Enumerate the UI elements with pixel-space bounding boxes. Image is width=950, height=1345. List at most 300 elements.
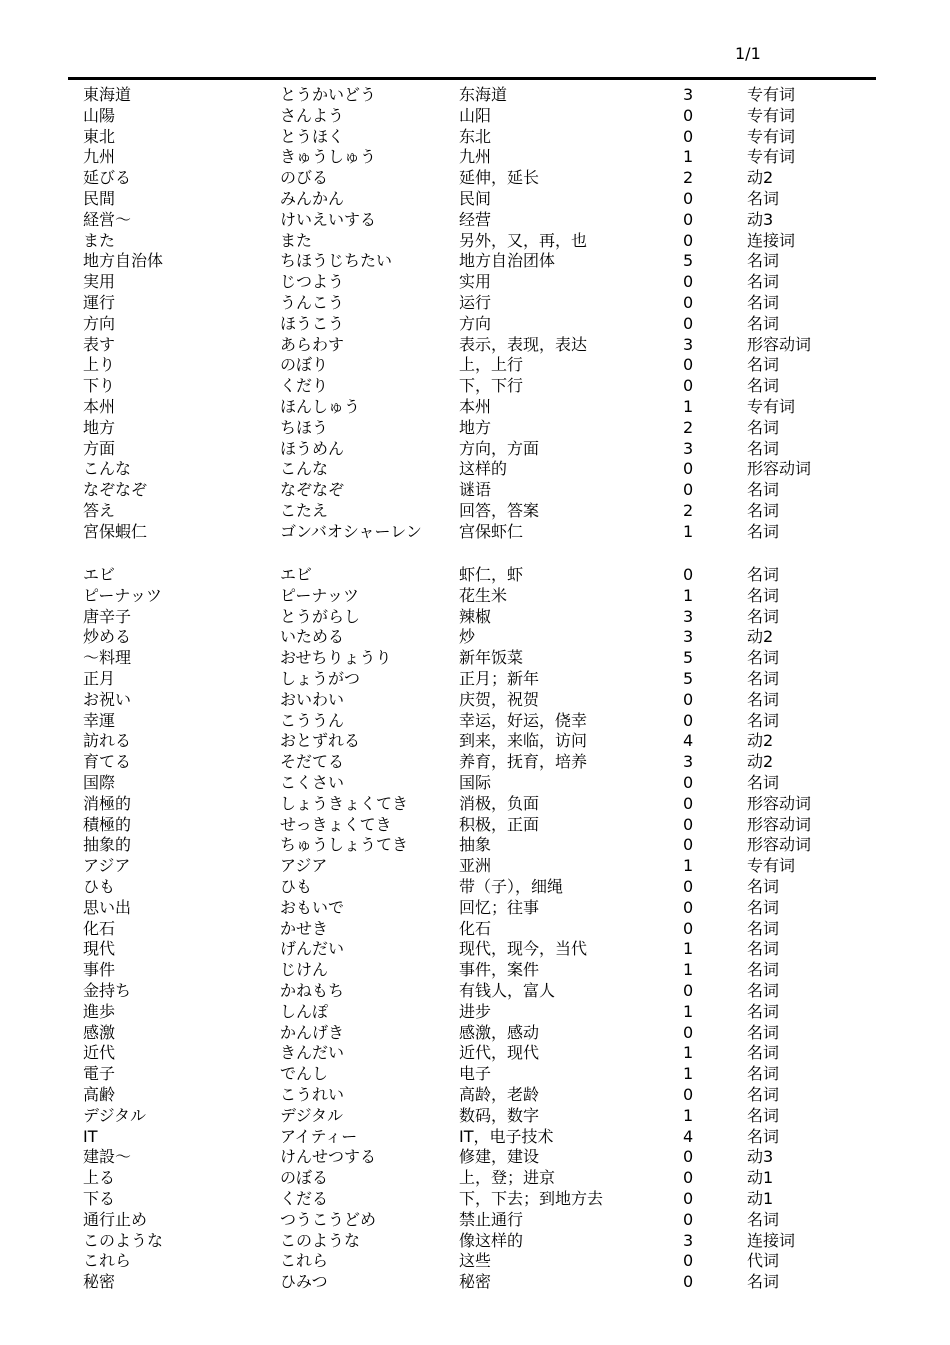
vocab-row [0, 730, 950, 751]
word-cell: 地方自治体 [83, 251, 164, 271]
part-of-speech-cell: 动2 [747, 168, 774, 188]
part-of-speech-cell: 名词 [747, 648, 780, 668]
meaning-cell: 新年饭菜 [459, 648, 524, 668]
accent-cell: 1 [683, 147, 694, 167]
reading-cell: じけん [280, 960, 329, 980]
part-of-speech-cell: 名词 [747, 1064, 780, 1084]
reading-cell: ちほうじちたい [280, 251, 393, 271]
meaning-cell: 回答，答案 [459, 501, 540, 520]
word-cell: ピーナッツ [83, 585, 163, 605]
meaning-cell: 亚洲 [459, 856, 492, 876]
word-cell: IT [83, 1126, 98, 1146]
vocab-row [0, 606, 950, 627]
word-cell: 感激 [83, 1022, 116, 1042]
part-of-speech-cell: 名词 [747, 669, 780, 688]
accent-cell: 0 [683, 1022, 694, 1042]
reading-cell: げんだい [280, 939, 345, 959]
part-of-speech-cell: 名词 [747, 1105, 780, 1125]
meaning-cell: 另外，又，再，也 [459, 230, 588, 250]
vocab-row [0, 772, 950, 793]
reading-cell: でんし [280, 1064, 329, 1084]
vocab-row [0, 1022, 950, 1043]
meaning-cell: 表示，表现，表达 [459, 334, 588, 354]
accent-cell: 1 [683, 960, 694, 980]
reading-cell: アイティー [280, 1126, 358, 1146]
reading-cell: こくさい [280, 773, 345, 792]
vocab-row [0, 1250, 950, 1271]
reading-cell: とうかいどう [280, 85, 377, 104]
reading-cell: しんぽ [280, 1001, 329, 1021]
reading-cell: きゅうしゅう [280, 147, 377, 167]
meaning-cell: 事件，案件 [459, 960, 540, 980]
vocab-row [0, 230, 950, 251]
reading-cell: ちゅうしょうてき [280, 835, 409, 855]
meaning-cell: 谜语 [459, 480, 492, 500]
accent-cell: 0 [683, 189, 694, 208]
accent-cell: 0 [683, 835, 694, 855]
part-of-speech-cell: 名词 [747, 417, 780, 437]
part-of-speech-cell: 形容动词 [747, 793, 812, 813]
meaning-cell: 运行 [459, 293, 492, 312]
reading-cell: しょうがつ [280, 669, 361, 688]
part-of-speech-cell: 专有词 [747, 105, 796, 125]
vocab-row [0, 105, 950, 126]
vocab-row [0, 855, 950, 876]
meaning-cell: 地方自治团体 [459, 251, 556, 271]
word-cell: 方面 [83, 438, 116, 458]
meaning-cell: 东北 [459, 126, 492, 146]
reading-cell: こんな [280, 459, 329, 479]
part-of-speech-cell: 动2 [747, 752, 774, 772]
part-of-speech-cell: 名词 [747, 189, 780, 208]
accent-cell: 2 [683, 501, 694, 520]
accent-cell: 5 [683, 251, 694, 271]
part-of-speech-cell: 名词 [747, 981, 780, 1000]
accent-cell: 0 [683, 918, 694, 938]
reading-cell: ピーナッツ [280, 585, 360, 605]
part-of-speech-cell: 动1 [747, 1189, 774, 1208]
reading-cell: エビ [280, 565, 313, 584]
meaning-cell: 有钱人，富人 [459, 981, 556, 1000]
word-cell: 通行止め [83, 1209, 148, 1229]
part-of-speech-cell: 名词 [747, 585, 780, 605]
part-of-speech-cell: 专有词 [747, 85, 796, 104]
meaning-cell: 九州 [459, 147, 492, 167]
reading-cell: ほうこう [280, 313, 345, 333]
accent-cell: 0 [683, 897, 694, 917]
accent-cell: 1 [683, 1043, 694, 1063]
reading-cell: おせちりょうり [280, 648, 392, 668]
vocab-row [0, 710, 950, 731]
meaning-cell: 带（子），细绳 [459, 877, 564, 896]
vocab-row [0, 396, 950, 417]
accent-cell: 3 [683, 1230, 694, 1250]
part-of-speech-cell: 名词 [747, 877, 780, 896]
vocab-row [0, 167, 950, 188]
part-of-speech-cell: 专有词 [747, 126, 796, 146]
part-of-speech-cell: 名词 [747, 1209, 780, 1229]
meaning-cell: 数码，数字 [459, 1105, 540, 1125]
part-of-speech-cell: 名词 [747, 313, 780, 333]
meaning-cell: 这样的 [459, 459, 508, 479]
meaning-cell: 积极，正面 [459, 814, 540, 834]
word-cell: ひも [83, 877, 116, 896]
vocab-row [0, 959, 950, 980]
word-cell: 上る [83, 1168, 116, 1188]
reading-cell: くだり [280, 376, 329, 396]
accent-cell: 2 [683, 417, 694, 437]
accent-cell: 0 [683, 1272, 694, 1292]
word-cell: お祝い [83, 689, 132, 709]
vocab-row [0, 647, 950, 668]
word-cell: 山陽 [83, 105, 116, 125]
accent-cell: 0 [683, 1147, 694, 1167]
reading-cell: こうれい [280, 1085, 345, 1104]
accent-cell: 0 [683, 1168, 694, 1188]
part-of-speech-cell: 名词 [747, 272, 780, 292]
part-of-speech-cell: 名词 [747, 293, 780, 312]
part-of-speech-cell: 名词 [747, 355, 780, 375]
accent-cell: 0 [683, 230, 694, 250]
word-cell: 下る [83, 1189, 116, 1208]
word-cell: エビ [83, 565, 116, 584]
vocab-row [0, 1063, 950, 1084]
accent-cell: 1 [683, 1105, 694, 1125]
vocab-row [0, 188, 950, 209]
reading-cell: けいえいする [280, 209, 377, 229]
vocab-row [0, 564, 950, 585]
word-cell: これら [83, 1251, 132, 1271]
accent-cell: 0 [683, 773, 694, 792]
word-cell: 進歩 [83, 1001, 116, 1021]
vocab-row [0, 668, 950, 689]
meaning-cell: 上，登；进京 [459, 1168, 556, 1188]
part-of-speech-cell: 动3 [747, 209, 774, 229]
meaning-cell: IT，电子技术 [459, 1126, 554, 1146]
vocab-row [0, 938, 950, 959]
word-cell: 正月 [83, 669, 116, 688]
vocab-row [0, 980, 950, 1001]
meaning-cell: 到来，来临，访问 [459, 731, 588, 751]
reading-cell: しょうきょくてき [280, 793, 409, 813]
word-cell: 化石 [83, 918, 116, 938]
part-of-speech-cell: 名词 [747, 960, 780, 980]
meaning-cell: 现代，现今，当代 [459, 939, 588, 959]
word-cell: 地方 [83, 417, 116, 437]
vocab-row [0, 500, 950, 521]
meaning-cell: 修建，建设 [459, 1147, 540, 1167]
reading-cell: じつよう [280, 272, 345, 292]
part-of-speech-cell: 名词 [747, 1022, 780, 1042]
meaning-cell: 养育，抚育，培养 [459, 752, 588, 772]
word-cell: なぞなぞ [83, 480, 148, 500]
accent-cell: 0 [683, 689, 694, 709]
vocab-row [0, 1126, 950, 1147]
vocab-row [0, 250, 950, 271]
vocab-row [0, 918, 950, 939]
word-cell: 近代 [83, 1043, 116, 1063]
reading-cell: こううん [280, 710, 345, 730]
word-cell: 抽象的 [83, 835, 132, 855]
vocab-row [0, 876, 950, 897]
meaning-cell: 正月；新年 [459, 669, 540, 688]
meaning-cell: 庆贺，祝贺 [459, 689, 540, 709]
reading-cell: とうがらし [280, 606, 361, 626]
vocab-row [0, 479, 950, 500]
part-of-speech-cell: 名词 [747, 1043, 780, 1063]
reading-cell: つうこうどめ [280, 1209, 377, 1229]
word-cell: 現代 [83, 939, 116, 959]
word-cell: 上り [83, 355, 116, 375]
part-of-speech-cell: 形容动词 [747, 814, 812, 834]
part-of-speech-cell: 名词 [747, 1272, 780, 1292]
word-cell: 下り [83, 376, 116, 396]
word-cell: 方向 [83, 313, 116, 333]
word-cell: 建設～ [83, 1147, 132, 1167]
word-cell: 宮保蝦仁 [83, 521, 148, 541]
reading-cell: ゴンバオシャーレン [280, 521, 422, 541]
accent-cell: 4 [683, 1126, 694, 1146]
word-cell: このような [83, 1230, 164, 1250]
meaning-cell: 消极，负面 [459, 793, 540, 813]
part-of-speech-cell: 名词 [747, 565, 780, 584]
part-of-speech-cell: 动3 [747, 1147, 774, 1167]
reading-cell: とうほく [280, 126, 345, 146]
reading-cell: みんかん [280, 189, 345, 208]
vocab-row [0, 1146, 950, 1167]
part-of-speech-cell: 动1 [747, 1168, 774, 1188]
meaning-cell: 高龄，老龄 [459, 1085, 540, 1104]
word-cell: 秘密 [83, 1272, 116, 1292]
meaning-cell: 经营 [459, 209, 492, 229]
accent-cell: 4 [683, 731, 694, 751]
vocab-row [0, 126, 950, 147]
meaning-cell: 幸运，好运，侥幸 [459, 710, 588, 730]
word-cell: 消極的 [83, 793, 132, 813]
vocab-row [0, 1042, 950, 1063]
reading-cell: いためる [280, 627, 345, 647]
part-of-speech-cell: 名词 [747, 939, 780, 959]
accent-cell: 0 [683, 293, 694, 312]
vocab-row [0, 1001, 950, 1022]
accent-cell: 0 [683, 1251, 694, 1271]
meaning-cell: 化石 [459, 918, 492, 938]
reading-cell: おいわい [280, 689, 345, 709]
part-of-speech-cell: 形容动词 [747, 459, 812, 479]
word-cell: また [83, 230, 116, 250]
part-of-speech-cell: 名词 [747, 438, 780, 458]
vocab-row [0, 146, 950, 167]
vocab-row [0, 814, 950, 835]
accent-cell: 5 [683, 669, 694, 688]
reading-cell: なぞなぞ [280, 480, 345, 500]
word-cell: 炒める [83, 627, 132, 647]
vocab-row [0, 897, 950, 918]
vocab-row [0, 84, 950, 105]
page-number: 1/1 [735, 44, 761, 63]
meaning-cell: 炒 [459, 627, 476, 647]
part-of-speech-cell: 专有词 [747, 147, 796, 167]
meaning-cell: 下，下行 [459, 376, 524, 396]
reading-cell: これら [280, 1251, 329, 1271]
word-cell: 積極的 [83, 814, 132, 834]
reading-cell: あらわす [280, 334, 345, 354]
vocab-row [0, 417, 950, 438]
word-cell: こんな [83, 459, 132, 479]
vocab-row [0, 334, 950, 355]
accent-cell: 3 [683, 334, 694, 354]
word-cell: 東北 [83, 126, 116, 146]
reading-cell: アジア [280, 856, 328, 876]
meaning-cell: 电子 [459, 1064, 492, 1084]
vocab-row [0, 626, 950, 647]
meaning-cell: 东海道 [459, 85, 508, 104]
meaning-cell: 下，下去；到地方去 [459, 1189, 604, 1208]
vocab-row [0, 585, 950, 606]
reading-cell: のびる [280, 168, 329, 188]
word-cell: 金持ち [83, 981, 132, 1000]
vocab-row [0, 751, 950, 772]
reading-cell: おとずれる [280, 731, 361, 751]
word-cell: 東海道 [83, 85, 132, 104]
accent-cell: 3 [683, 438, 694, 458]
word-cell: 訪れる [83, 731, 132, 751]
accent-cell: 0 [683, 313, 694, 333]
word-cell: 本州 [83, 397, 116, 416]
meaning-cell: 宫保虾仁 [459, 521, 524, 541]
meaning-cell: 感激，感动 [459, 1022, 540, 1042]
accent-cell: 1 [683, 585, 694, 605]
accent-cell: 0 [683, 877, 694, 896]
meaning-cell: 花生米 [459, 585, 508, 605]
reading-cell: また [280, 230, 313, 250]
accent-cell: 1 [683, 397, 694, 416]
accent-cell: 0 [683, 126, 694, 146]
meaning-cell: 方向 [459, 313, 492, 333]
part-of-speech-cell: 名词 [747, 251, 780, 271]
meaning-cell: 辣椒 [459, 606, 492, 626]
accent-cell: 0 [683, 480, 694, 500]
part-of-speech-cell: 动2 [747, 627, 774, 647]
meaning-cell: 抽象 [459, 835, 492, 855]
reading-cell: のぼる [280, 1168, 329, 1188]
part-of-speech-cell: 名词 [747, 521, 780, 541]
part-of-speech-cell: 连接词 [747, 230, 796, 250]
vocab-row [0, 1167, 950, 1188]
accent-cell: 3 [683, 627, 694, 647]
part-of-speech-cell: 形容动词 [747, 334, 812, 354]
meaning-cell: 山阳 [459, 105, 492, 125]
word-cell: 国際 [83, 773, 116, 792]
word-cell: ～料理 [83, 648, 132, 668]
accent-cell: 0 [683, 459, 694, 479]
word-cell: 育てる [83, 752, 132, 772]
reading-cell: せっきょくてき [280, 814, 392, 834]
meaning-cell: 上，上行 [459, 355, 524, 375]
word-cell: 民間 [83, 189, 116, 208]
meaning-cell: 禁止通行 [459, 1209, 524, 1229]
accent-cell: 0 [683, 1189, 694, 1208]
word-cell: デジタル [83, 1105, 147, 1125]
part-of-speech-cell: 名词 [747, 376, 780, 396]
vocab-row [0, 834, 950, 855]
vocab-row [0, 458, 950, 479]
word-cell: 延びる [83, 168, 132, 188]
part-of-speech-cell: 动2 [747, 731, 774, 751]
reading-cell: かせき [280, 918, 329, 938]
part-of-speech-cell: 专有词 [747, 856, 796, 876]
part-of-speech-cell: 代词 [747, 1251, 780, 1271]
accent-cell: 1 [683, 939, 694, 959]
accent-cell: 0 [683, 981, 694, 1000]
word-cell: 幸運 [83, 710, 116, 730]
word-cell: 事件 [83, 960, 116, 980]
vocab-row [0, 1084, 950, 1105]
meaning-cell: 国际 [459, 773, 492, 792]
meaning-cell: 进步 [459, 1001, 492, 1021]
reading-cell: くだる [280, 1189, 329, 1208]
vocab-row [0, 689, 950, 710]
reading-cell: そだてる [280, 752, 345, 772]
reading-cell: ひみつ [280, 1272, 328, 1292]
reading-cell: こたえ [280, 501, 329, 520]
word-cell: 電子 [83, 1064, 116, 1084]
vocab-row [0, 793, 950, 814]
accent-cell: 0 [683, 1085, 694, 1104]
word-cell: 高齢 [83, 1085, 116, 1104]
accent-cell: 0 [683, 209, 694, 229]
meaning-cell: 近代，现代 [459, 1043, 540, 1063]
part-of-speech-cell: 名词 [747, 1085, 780, 1104]
accent-cell: 0 [683, 710, 694, 730]
word-cell: 唐辛子 [83, 606, 132, 626]
vocab-row [0, 271, 950, 292]
reading-cell: ひも [280, 877, 313, 896]
vocab-row [0, 1230, 950, 1251]
meaning-cell: 回忆；往事 [459, 897, 540, 917]
accent-cell: 1 [683, 856, 694, 876]
vocab-row [0, 521, 950, 542]
accent-cell: 5 [683, 648, 694, 668]
reading-cell: けんせつする [280, 1147, 377, 1167]
reading-cell: のぼり [280, 355, 329, 375]
word-cell: 運行 [83, 293, 116, 312]
part-of-speech-cell: 连接词 [747, 1230, 796, 1250]
meaning-cell: 虾仁，虾 [459, 565, 524, 584]
accent-cell: 0 [683, 376, 694, 396]
vocab-row [0, 209, 950, 230]
meaning-cell: 民间 [459, 189, 492, 208]
word-cell: 九州 [83, 147, 116, 167]
accent-cell: 0 [683, 814, 694, 834]
vocab-row [0, 354, 950, 375]
part-of-speech-cell: 名词 [747, 773, 780, 792]
part-of-speech-cell: 名词 [747, 501, 780, 520]
accent-cell: 3 [683, 85, 694, 104]
meaning-cell: 像这样的 [459, 1230, 524, 1250]
reading-cell: ちほう [280, 417, 329, 437]
word-cell: 実用 [83, 272, 116, 292]
accent-cell: 3 [683, 606, 694, 626]
meaning-cell: 延伸，延长 [459, 168, 540, 188]
accent-cell: 1 [683, 1064, 694, 1084]
accent-cell: 1 [683, 1001, 694, 1021]
reading-cell: ほうめん [280, 438, 345, 458]
reading-cell: おもいで [280, 897, 345, 917]
part-of-speech-cell: 名词 [747, 897, 780, 917]
reading-cell: かんげき [280, 1022, 345, 1042]
accent-cell: 0 [683, 355, 694, 375]
